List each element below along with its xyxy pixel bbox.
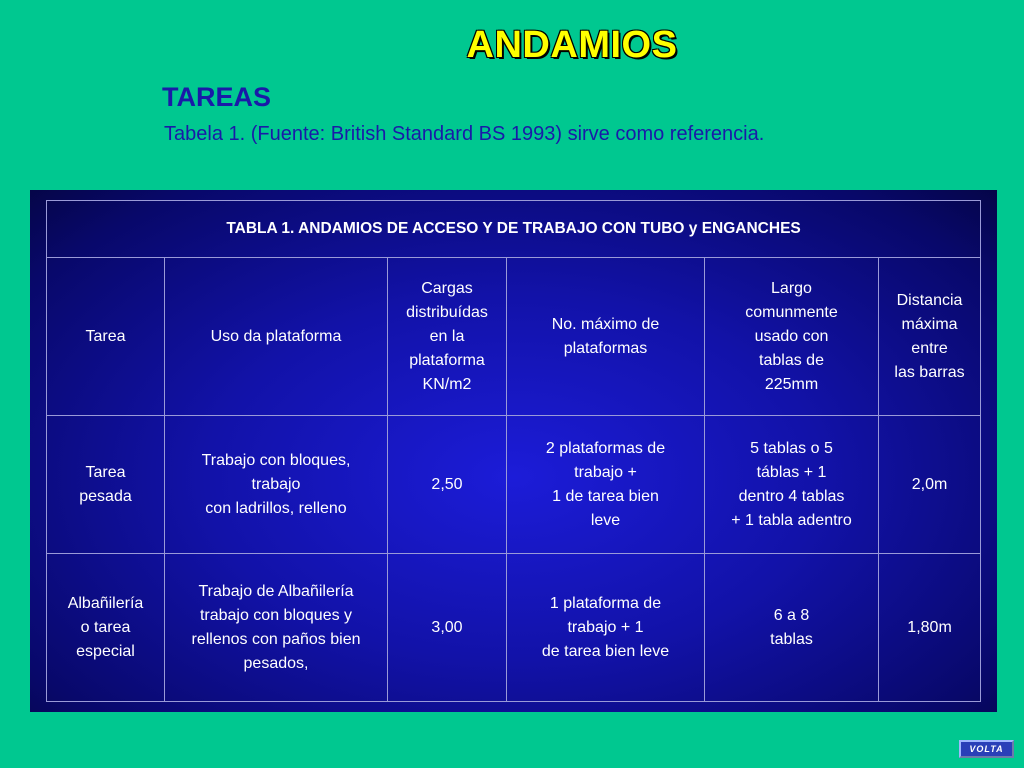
cell-line: 3,00 xyxy=(431,618,463,636)
scaffold-table xyxy=(46,200,981,702)
cell-line: tablas de xyxy=(759,351,824,369)
table-panel xyxy=(30,190,997,712)
cell-line: dentro 4 tablas xyxy=(738,487,845,505)
cell-line: usado con xyxy=(754,327,829,345)
cell-line: 2,0m xyxy=(911,475,948,493)
cell-line: 6 a 8 xyxy=(773,606,810,624)
cell-line: o tarea xyxy=(80,618,131,636)
cell-line: Uso da plataforma xyxy=(210,327,342,345)
cell-line: de tarea bien leve xyxy=(541,642,670,660)
cell-line: trabajo + xyxy=(574,463,637,481)
cell-line: tablas xyxy=(770,630,813,648)
table-cell xyxy=(705,416,879,554)
cell-line: especial xyxy=(76,642,135,660)
cell-line: pesados, xyxy=(243,654,309,672)
table-cell xyxy=(165,416,388,554)
cell-line: 1 plataforma de xyxy=(549,594,662,612)
cell-line: rellenos con paños bien xyxy=(191,630,361,648)
section-subtitle: TAREAS xyxy=(162,82,272,112)
cell-line: máxima xyxy=(901,315,958,333)
table-cell xyxy=(165,554,388,702)
header-cell xyxy=(705,258,879,416)
cell-line: en la xyxy=(429,327,465,345)
table-header-row xyxy=(47,258,981,416)
table-cell xyxy=(507,554,705,702)
cell-line: entre xyxy=(911,339,948,357)
header-cell xyxy=(165,258,388,416)
cell-line: 5 tablas o 5 xyxy=(750,439,833,457)
cell-line: plataformas xyxy=(563,339,648,357)
cell-line: Trabajo de Albañilería xyxy=(198,582,354,600)
table-cell xyxy=(705,554,879,702)
header-cell xyxy=(879,258,981,416)
cell-line: plataforma xyxy=(409,351,485,369)
slide-title: ANDAMIOS xyxy=(466,24,678,66)
reference-note: Tabela 1. (Fuente: British Standard BS 1993) sirve como referencia. xyxy=(164,123,765,145)
cell-line: distribuídas xyxy=(406,303,488,321)
table-cell xyxy=(879,554,981,702)
cell-line: Tarea xyxy=(85,463,126,481)
cell-line: pesada xyxy=(79,487,132,505)
cell-line: trabajo + 1 xyxy=(567,618,644,636)
cell-line: trabajo xyxy=(251,475,301,493)
volta-button[interactable]: VOLTA xyxy=(959,740,1014,758)
cell-line: 225mm xyxy=(764,375,819,393)
header-cell xyxy=(507,258,705,416)
table-row xyxy=(47,416,981,554)
cell-line: táblas + 1 xyxy=(756,463,827,481)
cell-line: trabajo con bloques y xyxy=(199,606,353,624)
cell-line: + 1 tabla adentro xyxy=(731,511,852,529)
cell-line: Cargas xyxy=(421,279,473,297)
header-cell xyxy=(388,258,507,416)
cell-line: 2 plataformas de xyxy=(545,439,666,457)
table-caption: TABLA 1. ANDAMIOS DE ACCESO Y DE TRABAJO CON TUBO y ENGANCHES xyxy=(47,201,981,258)
table-cell xyxy=(47,416,165,554)
cell-line: Distancia xyxy=(896,291,963,309)
cell-line: las barras xyxy=(894,363,965,381)
cell-line: 1,80m xyxy=(907,618,952,636)
table-cell xyxy=(388,416,507,554)
cell-line: KN/m2 xyxy=(422,375,472,393)
cell-line: con ladrillos, relleno xyxy=(205,499,347,517)
cell-line: leve xyxy=(590,511,621,529)
header-cell xyxy=(47,258,165,416)
table-cell xyxy=(47,554,165,702)
cell-line: Largo xyxy=(771,279,812,297)
table-cell xyxy=(388,554,507,702)
cell-line: No. máximo de xyxy=(551,315,660,333)
table-cell xyxy=(879,416,981,554)
cell-line: 1 de tarea bien xyxy=(552,487,659,505)
cell-line: comunmente xyxy=(745,303,838,321)
cell-line: 2,50 xyxy=(431,475,463,493)
cell-line: Tarea xyxy=(85,327,126,345)
cell-line: Trabajo con bloques, xyxy=(201,451,351,469)
table-cell xyxy=(507,416,705,554)
cell-line: Albañilería xyxy=(67,594,144,612)
table-row xyxy=(47,554,981,702)
